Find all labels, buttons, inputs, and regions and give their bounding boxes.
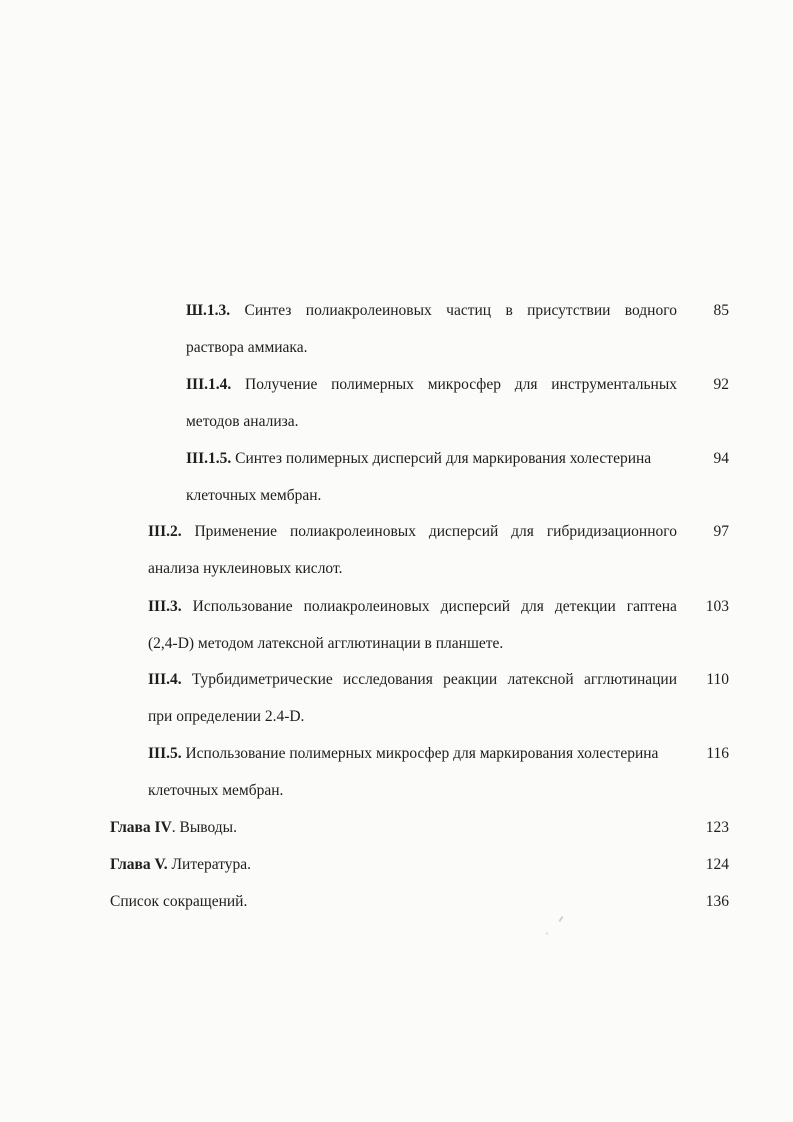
toc-entry bbox=[186, 292, 677, 366]
toc-entry-number: III.4. bbox=[148, 671, 182, 688]
toc-chapter bbox=[110, 809, 677, 846]
toc-word: Применение bbox=[194, 523, 278, 540]
toc-chapter bbox=[110, 883, 677, 920]
toc-entry-first-line bbox=[148, 588, 677, 625]
toc-entry bbox=[148, 588, 677, 662]
toc-word: полиакролеиновых bbox=[289, 523, 416, 540]
toc-entry-number: III.1.5. bbox=[186, 450, 232, 467]
toc-page-number: 124 bbox=[705, 856, 729, 873]
toc-entry-first-line bbox=[148, 661, 677, 698]
toc-word: микросфер bbox=[427, 376, 501, 393]
toc-word: полимерных bbox=[331, 376, 414, 393]
toc-entry-second-line: клеточных мембран. bbox=[186, 487, 322, 504]
toc-entry bbox=[148, 661, 677, 735]
toc-word: детекции bbox=[554, 598, 616, 615]
toc-page-number: 97 bbox=[713, 523, 729, 540]
toc-word: для bbox=[521, 598, 544, 615]
toc-word: Получение bbox=[245, 376, 318, 393]
toc-word: исследования bbox=[343, 671, 433, 688]
toc-word: латексной bbox=[507, 671, 574, 688]
toc-chapter bbox=[110, 846, 677, 883]
toc-entry-first-line bbox=[148, 513, 677, 550]
toc-page-number: 103 bbox=[705, 598, 729, 615]
toc-entry-second-line: раствора аммиака. bbox=[186, 339, 308, 356]
toc-chapter-title: . Выводы. bbox=[171, 819, 237, 836]
toc-page-number: 92 bbox=[713, 376, 729, 393]
toc-entry-second-line: анализа нуклеиновых кислот. bbox=[148, 560, 343, 577]
toc-entry-second-line: при определении 2.4-D. bbox=[148, 708, 305, 725]
toc-word: водного bbox=[624, 302, 677, 319]
toc-page-number: 123 bbox=[705, 819, 729, 836]
toc-word: для bbox=[511, 523, 534, 540]
toc-chapter-label: Глава IV bbox=[110, 819, 172, 836]
toc-chapter-title: Литература. bbox=[167, 856, 252, 873]
toc-entry bbox=[186, 366, 677, 440]
toc-word: частиц bbox=[446, 302, 492, 319]
toc-word: агглютинации bbox=[583, 671, 677, 688]
toc-entry bbox=[186, 440, 677, 514]
toc-entry-first-line bbox=[186, 366, 677, 403]
toc-word: дисперсий bbox=[428, 523, 499, 540]
toc-page-number: 110 bbox=[706, 671, 729, 688]
toc-entry-title: Использование полимерных микросфер для маркирования холестерина bbox=[185, 745, 659, 762]
toc-page-number: 85 bbox=[713, 302, 729, 319]
toc-word: полиакролеиновых bbox=[305, 302, 432, 319]
toc-entry bbox=[148, 735, 677, 809]
toc-chapter-label: Глава V. bbox=[110, 856, 168, 873]
toc-entry-second-line: методов анализа. bbox=[186, 413, 299, 430]
toc-word: полиакролеиновых bbox=[303, 598, 430, 615]
toc-page-number: 136 bbox=[705, 893, 729, 910]
toc-entry-second-line: клеточных мембран. bbox=[148, 782, 284, 799]
toc-word: гаптена bbox=[626, 598, 677, 615]
toc-entry-first-line bbox=[148, 735, 677, 772]
toc-entry-number: III.3. bbox=[148, 598, 182, 615]
toc-word: для bbox=[514, 376, 538, 393]
toc-entry bbox=[148, 513, 677, 587]
toc-entry-title: Синтез полимерных дисперсий для маркирования холестерина bbox=[235, 450, 652, 467]
toc-word: инструментальных bbox=[551, 376, 677, 393]
toc-word: присутствии bbox=[527, 302, 611, 319]
toc-word: реакции bbox=[443, 671, 498, 688]
toc-word: Турбидиметрические bbox=[191, 671, 333, 688]
toc-entry-number: III.1.4. bbox=[186, 376, 232, 393]
scan-artifact bbox=[545, 932, 548, 936]
toc-entry-number: III.5. bbox=[148, 745, 182, 762]
toc-page-number: 116 bbox=[706, 745, 729, 762]
toc-entry-number: Ш.1.3. bbox=[186, 302, 231, 319]
toc-word: Синтез bbox=[244, 302, 292, 319]
toc-entry-first-line bbox=[186, 440, 677, 477]
toc-entry-number: III.2. bbox=[148, 523, 182, 540]
toc-word: в bbox=[505, 302, 513, 319]
toc-page-number: 94 bbox=[713, 450, 729, 467]
toc-word: дисперсий bbox=[440, 598, 511, 615]
toc-word: Использование bbox=[192, 598, 293, 615]
toc-chapter-title: Список сокращений. bbox=[110, 893, 248, 910]
toc-entry-second-line: (2,4-D) методом латексной агглютинации в планшете. bbox=[148, 635, 504, 652]
toc-word: гибридизационного bbox=[546, 523, 677, 540]
toc-entry-first-line bbox=[186, 292, 677, 329]
